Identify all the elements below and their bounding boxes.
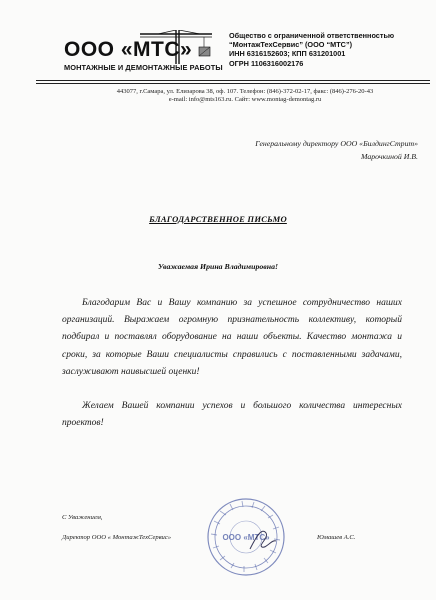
company-line: “МонтажТехСервис” (ООО “МТС”): [229, 40, 353, 50]
company-line: Общество с ограниченной ответственностью: [229, 31, 395, 40]
company-line: ОГРН 1106316002176: [229, 58, 304, 68]
company-line: ИНН 6316152603; КПП 631201001: [229, 49, 346, 59]
header-divider-thin: [36, 83, 430, 84]
logo-text: ООО «МТС»: [64, 38, 193, 61]
logo-subtitle: МОНТАЖНЫЕ И ДЕМОНТАЖНЫЕ РАБОТЫ: [64, 63, 223, 72]
salutation: Уважаемая Ирина Владимировна!: [157, 262, 279, 271]
signatory-title: Директор ООО « МонтажТехСервис»: [62, 534, 172, 541]
body-paragraph: Благодарим Вас и Вашу компанию за успешное сотрудничество наших организаций. Выражаем огромную признательность коллективу, который подбирал и поставлял оборудование на наши объекты. Качество монтажа и сроки, за которые Ваши специалисты справились с поставленными задачами, заслуживают наивысшей оценки!: [62, 298, 402, 377]
recipient-name: Марочкиной И.В.: [360, 151, 418, 161]
company-details: [229, 31, 429, 68]
company-stamp: [206, 497, 286, 577]
letter-title-text: БЛАГОДАРСТВЕННОЕ ПИСЬМО: [149, 214, 287, 224]
stamp-center-text: ООО «МТС»: [222, 533, 270, 542]
letter-title: [0, 209, 436, 227]
closing-phrase: С Уважением,: [62, 514, 103, 521]
body-paragraph: Желаем Вашей компании успехов и большого количества интересных проектов!: [62, 401, 402, 429]
address-line: 443077, г.Самара, ул. Елизарова 38, оф. 107. Телефон: (846)-372-02-17, факс: (846)-276-20-43: [116, 88, 374, 95]
letter-body: [62, 295, 402, 449]
recipient-block: [255, 138, 418, 163]
header-divider-thick: [36, 80, 430, 81]
contact-line: e-mail: info@mts163.ru. Сайт: www.montag-demontag.ru: [168, 96, 322, 104]
signatory-name: Юмашев А.С.: [317, 534, 356, 541]
crane-icon: [138, 30, 214, 64]
recipient-position: Генеральному директору ООО «БилдингСтрит»: [255, 139, 418, 148]
company-contacts: [60, 88, 430, 104]
